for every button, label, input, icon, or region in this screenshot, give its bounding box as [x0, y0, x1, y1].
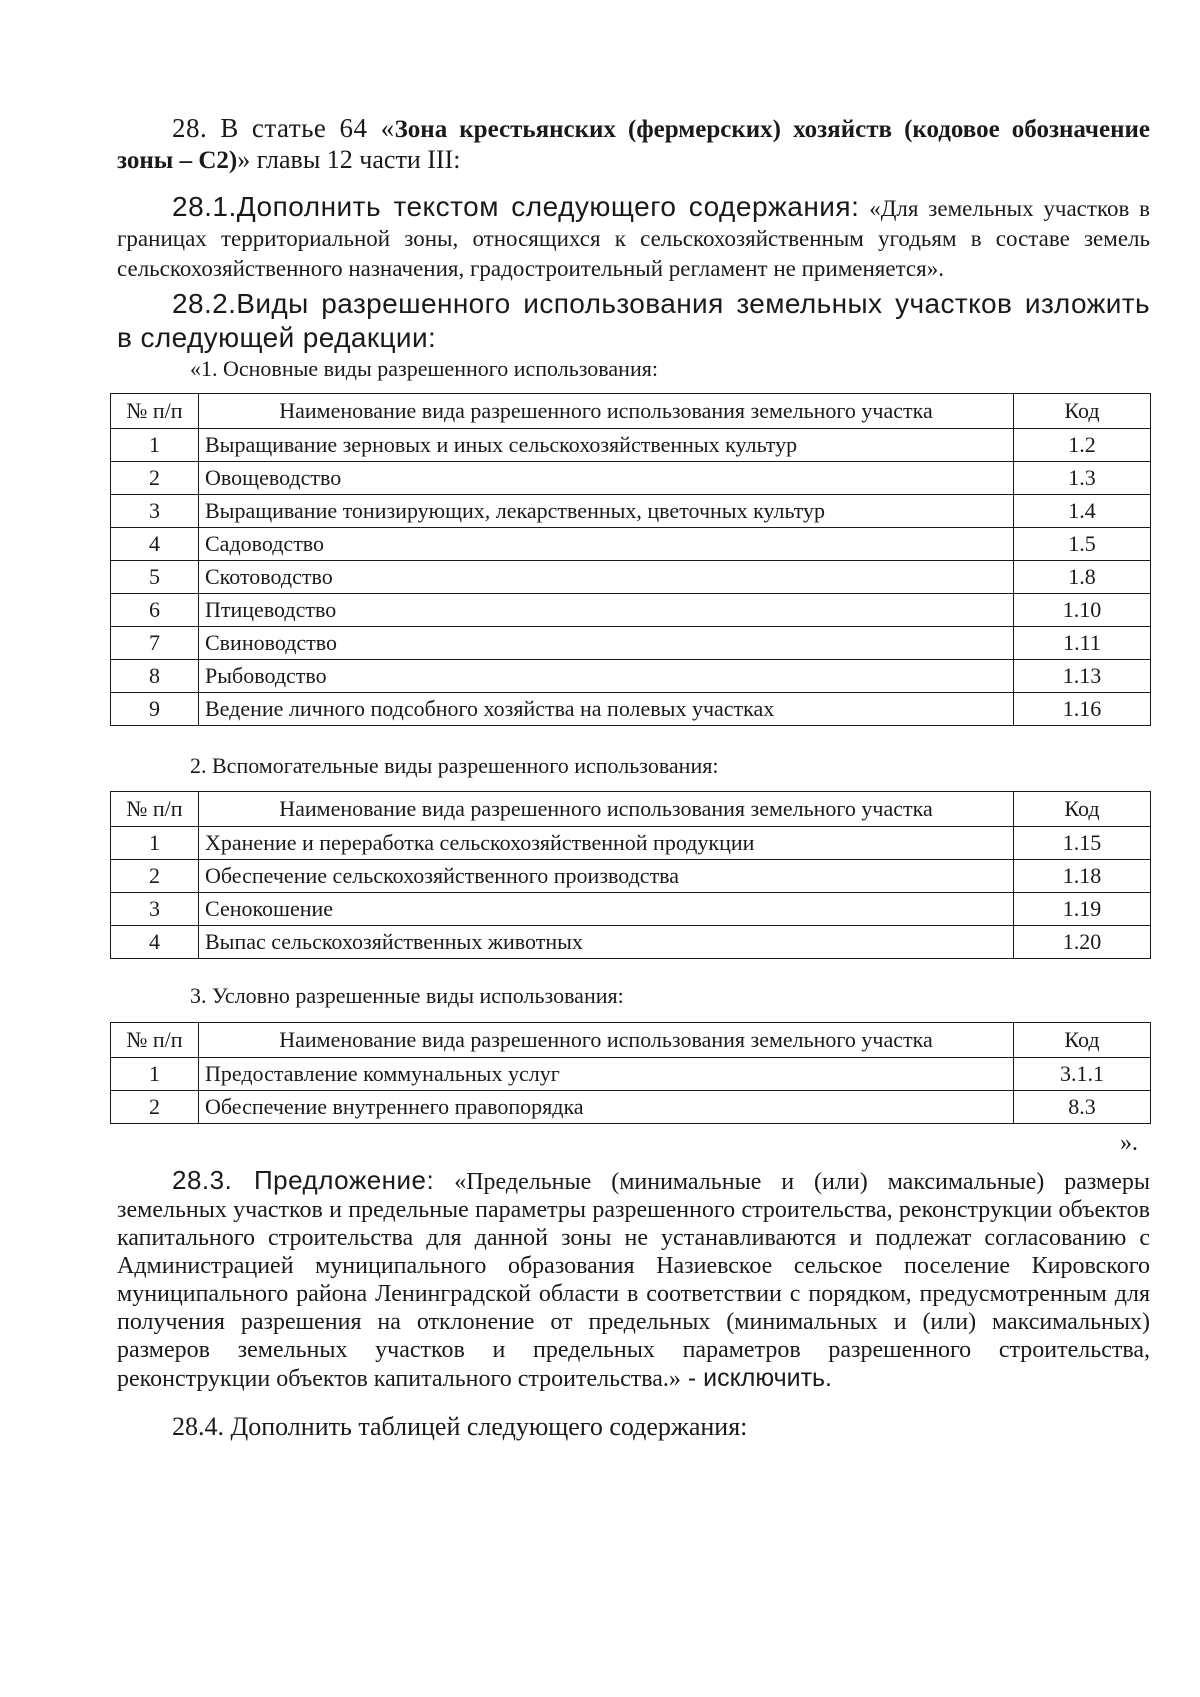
- row-code: 1.13: [1014, 660, 1151, 693]
- row-use-name: Ведение личного подсобного хозяйства на полевых участках: [199, 693, 1014, 726]
- row-number: 4: [111, 926, 199, 959]
- row-use-name: Свиноводство: [199, 627, 1014, 660]
- zone-title: Зона крестьянских (фермерских) хозяйств (кодовое обозначение зоны – С2): [117, 116, 1150, 174]
- paragraph-28-1-lead: 28.1.Дополнить текстом следующего содержания:: [172, 191, 860, 222]
- paragraph-28-4: [117, 1412, 1150, 1442]
- main-uses-table: [110, 393, 1151, 726]
- paragraph-28-2-text: 28.2.Виды разрешенного использования земельных участков изложить в следующей редакции:: [117, 288, 1150, 353]
- conditional-uses-table: [110, 1022, 1151, 1124]
- row-code: 1.16: [1014, 693, 1151, 726]
- header-name: Наименование вида разрешенного использования земельного участка: [199, 394, 1014, 429]
- row-code: 1.10: [1014, 594, 1151, 627]
- table-row: [111, 693, 1151, 726]
- table-row: [111, 893, 1151, 926]
- row-number: 1: [111, 827, 199, 860]
- header-code: Код: [1014, 1023, 1151, 1058]
- row-use-name: Сенокошение: [199, 893, 1014, 926]
- row-use-name: Обеспечение внутреннего правопорядка: [199, 1091, 1014, 1124]
- header-name: Наименование вида разрешенного использования земельного участка: [199, 792, 1014, 827]
- row-number: 1: [111, 429, 199, 462]
- table-row: [111, 594, 1151, 627]
- row-code: 1.18: [1014, 860, 1151, 893]
- header-num: № п/п: [111, 1023, 199, 1058]
- auxiliary-uses-body: [111, 827, 1151, 959]
- row-code: 3.1.1: [1014, 1058, 1151, 1091]
- table-row: [111, 1058, 1151, 1091]
- row-code: 1.19: [1014, 893, 1151, 926]
- table-header-row: [111, 792, 1151, 827]
- row-number: 4: [111, 528, 199, 561]
- row-use-name: Рыбоводство: [199, 660, 1014, 693]
- section-heading-main: «1. Основные виды разрешенного использования:: [190, 356, 658, 381]
- row-use-name: Хранение и переработка сельскохозяйственной продукции: [199, 827, 1014, 860]
- header-code: Код: [1014, 792, 1151, 827]
- table-row: [111, 528, 1151, 561]
- row-number: 1: [111, 1058, 199, 1091]
- paragraph-28: [117, 113, 1150, 176]
- row-use-name: Птицеводство: [199, 594, 1014, 627]
- row-number: 5: [111, 561, 199, 594]
- section-heading-conditional: 3. Условно разрешенные виды использования:: [190, 983, 624, 1008]
- header-num: № п/п: [111, 394, 199, 429]
- row-code: 1.3: [1014, 462, 1151, 495]
- row-use-name: Выращивание зерновых и иных сельскохозяйственных культур: [199, 429, 1014, 462]
- paragraph-28-lead: 28. В статье 64 «: [172, 113, 395, 143]
- row-number: 7: [111, 627, 199, 660]
- row-code: 1.5: [1014, 528, 1151, 561]
- table-row: [111, 429, 1151, 462]
- paragraph-28-1: [117, 192, 1150, 284]
- table-row: [111, 926, 1151, 959]
- paragraph-28-4-text: 28.4. Дополнить таблицей следующего содержания:: [172, 1412, 748, 1441]
- conditional-uses-body: [111, 1058, 1151, 1124]
- paragraph-28-2: [117, 287, 1150, 355]
- paragraph-28-3-tail: - исключить.: [680, 1364, 833, 1392]
- main-uses-body: [111, 429, 1151, 726]
- table-header-row: [111, 394, 1151, 429]
- row-code: 1.8: [1014, 561, 1151, 594]
- paragraph-28-3: [117, 1166, 1150, 1393]
- paragraph-28-3-lead: 28.3. Предложение:: [172, 1165, 435, 1195]
- row-number: 3: [111, 893, 199, 926]
- table-row: [111, 627, 1151, 660]
- auxiliary-uses-table: [110, 791, 1151, 959]
- table-row: [111, 660, 1151, 693]
- row-number: 9: [111, 693, 199, 726]
- paragraph-28-3-text: «Предельные (минимальные и (или) максимальные) размеры земельных участков и предельные параметры разрешенного строительства, реконструкции объектов капитального строительства для данной зоны не устанавливаются и подлежат согласованию с Администрацией муниципального образования Назиевское сельское поселение Кировского муниципального района Ленинградской области в соответствии с порядком, предусмотренным для получения разрешения на отклонение от предельных (минимальных и (или) максимальных) размеров земельных участков и предельных параметров разрешенного строительства, реконструкции объектов капитального строительства.»: [117, 1169, 1150, 1392]
- row-use-name: Овощеводство: [199, 462, 1014, 495]
- row-use-name: Выпас сельскохозяйственных животных: [199, 926, 1014, 959]
- row-number: 2: [111, 1091, 199, 1124]
- table-row: [111, 561, 1151, 594]
- row-code: 1.15: [1014, 827, 1151, 860]
- row-use-name: Выращивание тонизирующих, лекарственных, цветочных культур: [199, 495, 1014, 528]
- paragraph-28-tail: » главы 12 части III:: [237, 145, 461, 174]
- row-code: 1.4: [1014, 495, 1151, 528]
- table-row: [111, 1091, 1151, 1124]
- table-row: [111, 827, 1151, 860]
- header-name: Наименование вида разрешенного использования земельного участка: [199, 1023, 1014, 1058]
- row-use-name: Скотоводство: [199, 561, 1014, 594]
- row-number: 2: [111, 462, 199, 495]
- table-row: [111, 860, 1151, 893]
- row-number: 2: [111, 860, 199, 893]
- table-header-row: [111, 1023, 1151, 1058]
- table-row: [111, 495, 1151, 528]
- row-number: 8: [111, 660, 199, 693]
- row-use-name: Садоводство: [199, 528, 1014, 561]
- closing-quote: ».: [1120, 1130, 1138, 1156]
- row-code: 1.20: [1014, 926, 1151, 959]
- section-heading-auxiliary: 2. Вспомогательные виды разрешенного использования:: [190, 753, 719, 778]
- row-code: 1.11: [1014, 627, 1151, 660]
- table-row: [111, 462, 1151, 495]
- row-use-name: Обеспечение сельскохозяйственного производства: [199, 860, 1014, 893]
- paragraph-28-1-text: «Для земельных участков в границах территориальной зоны, относящихся к сельскохозяйственным угодьям в составе земель сельскохозяйственного назначения, градостроительный регламент не применяется».: [117, 196, 1150, 281]
- row-code: 1.2: [1014, 429, 1151, 462]
- header-code: Код: [1014, 394, 1151, 429]
- row-number: 3: [111, 495, 199, 528]
- row-code: 8.3: [1014, 1091, 1151, 1124]
- header-num: № п/п: [111, 792, 199, 827]
- row-number: 6: [111, 594, 199, 627]
- row-use-name: Предоставление коммунальных услуг: [199, 1058, 1014, 1091]
